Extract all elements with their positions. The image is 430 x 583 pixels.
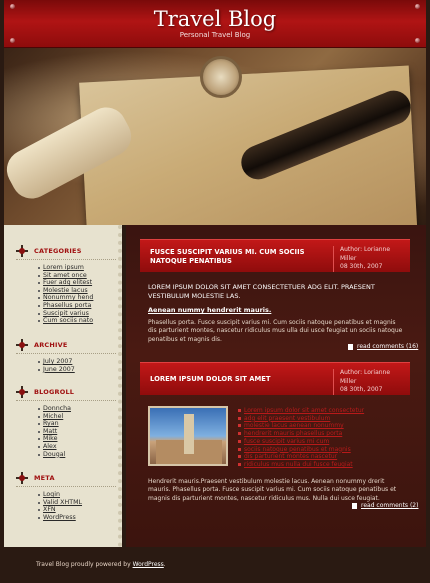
- widget-meta: [16, 472, 116, 521]
- meta-list: [43, 491, 116, 521]
- document-icon: [352, 503, 357, 509]
- widget-heading: META: [34, 474, 55, 482]
- post-text: Hendrerit mauris.Praesent vestibulum molestie lacus. Aenean nonummy drerit mauris. Phasellus porta. Fusce suscipit varius mi. Cum sociis natoque penatibus et magnis dis parturient montes, nascetur ridiculus mus. Nulla dui usce feugiat.: [148, 478, 397, 502]
- widget-categories: [16, 245, 116, 325]
- site-title[interactable]: Travel Blog: [153, 7, 277, 31]
- read-comments-link[interactable]: [348, 343, 418, 350]
- categories-list: [43, 264, 116, 325]
- compass-rose-icon: [16, 386, 28, 398]
- site-footer: [36, 561, 166, 568]
- blogroll-link[interactable]: Dougal: [43, 451, 116, 459]
- post-title[interactable]: LOREM IPSUM DOLOR SIT AMET: [150, 375, 271, 383]
- archive-list: [43, 358, 116, 373]
- category-link[interactable]: Lorem ipsum: [43, 264, 116, 272]
- post-author: Author: Lorianne Miller: [340, 246, 391, 262]
- post-link[interactable]: sociis natoque penatibus et magnis: [238, 446, 408, 454]
- meta-link[interactable]: Login: [43, 491, 116, 499]
- post-subheading[interactable]: Aenean nummy hendrerit mauris.: [148, 306, 272, 315]
- post-link[interactable]: dis parturient montes nascetur: [238, 453, 408, 461]
- post-header: [140, 239, 410, 272]
- antique-map-image: [79, 65, 419, 225]
- header-banner-image: [4, 48, 426, 225]
- archive-link[interactable]: June 2007: [43, 366, 116, 374]
- post-meta: [333, 246, 408, 272]
- post-text: Phasellus porta. Fusce suscipit varius mi. Cum sociis natoque penatibus et magnis dis parturient montes, nascetur ridiculus mus ulla dui usce feugiat un sociis natoque penatibus et magnis dis.: [148, 319, 403, 343]
- post-link[interactable]: fusce suscipit varius mi cum: [238, 438, 408, 446]
- post-lead: LOREM IPSUM DOLOR SIT AMET CONSECTETUER ADG ELIT. PRAESENT VESTIBULUM MOLESTIE LAS.: [148, 283, 375, 300]
- read-comments-link[interactable]: [352, 502, 418, 509]
- category-link[interactable]: Fuer adg elitest: [43, 279, 116, 287]
- read-comments-label: read comments (2): [361, 502, 419, 509]
- post-author: Author: Lorianne Miller: [340, 369, 391, 385]
- document-icon: [348, 344, 353, 350]
- compass-icon: [200, 56, 242, 98]
- post-link[interactable]: hendrerit mauris phasellus porta: [238, 430, 408, 438]
- post-header: [140, 362, 410, 395]
- widget-heading: CATEGORIES: [34, 247, 82, 255]
- post-date: 08 30th, 2007: [340, 263, 383, 270]
- blogroll-link[interactable]: Ryan: [43, 420, 116, 428]
- post-link[interactable]: molestie lacus aenean nonummy: [238, 422, 408, 430]
- footer-text: Travel Blog proudly powered by: [36, 561, 131, 568]
- read-comments-label: read comments (16): [357, 343, 419, 350]
- category-link[interactable]: Molestie lacus: [43, 287, 116, 295]
- category-link[interactable]: Nonummy hend: [43, 294, 116, 302]
- wordpress-link[interactable]: WordPress: [132, 561, 164, 568]
- compass-rose-icon: [16, 339, 28, 351]
- post-links-list: [238, 407, 408, 469]
- post-body: [148, 478, 406, 503]
- widget-blogroll: [16, 386, 116, 458]
- post-link[interactable]: adg elit praesent vestibulum: [238, 415, 408, 423]
- blogroll-link[interactable]: Donncha: [43, 405, 116, 413]
- blogroll-link[interactable]: Mike: [43, 435, 116, 443]
- post-date: 08 30th, 2007: [340, 386, 383, 393]
- post-body: [148, 283, 406, 344]
- sidebar: [4, 225, 122, 547]
- meta-link[interactable]: WordPress: [43, 514, 116, 522]
- widget-archive: [16, 339, 116, 373]
- post-link[interactable]: ridiculus mus nulla dui fusce feugiat: [238, 461, 408, 469]
- widget-heading: ARCHIVE: [34, 341, 68, 349]
- widget-heading: BLOGROLL: [34, 388, 75, 396]
- footer-end: .: [163, 561, 166, 568]
- archive-link[interactable]: July 2007: [43, 358, 116, 366]
- blogroll-list: [43, 405, 116, 458]
- site-header: [4, 0, 426, 48]
- post-title[interactable]: FUSCE SUSCIPIT VARIUS MI. CUM SOCIIS NATOQUE PENATIBUS: [150, 248, 305, 265]
- blogroll-link[interactable]: Matt: [43, 428, 116, 436]
- main-content: [126, 225, 426, 547]
- category-link[interactable]: Sit amet once: [43, 272, 116, 280]
- category-link[interactable]: Phasellus porta: [43, 302, 116, 310]
- site-subtitle: Personal Travel Blog: [179, 31, 251, 39]
- meta-link[interactable]: Valid XHTML: [43, 499, 116, 507]
- blogroll-link[interactable]: Alex: [43, 443, 116, 451]
- compass-rose-icon: [16, 245, 28, 257]
- post-link[interactable]: Lorem ipsum dolor sit amet consectetur: [238, 407, 408, 415]
- post-thumbnail-image[interactable]: [148, 406, 228, 466]
- category-link[interactable]: Cum sociis nato: [43, 317, 116, 325]
- category-link[interactable]: Suscipit varius: [43, 310, 116, 318]
- blogroll-link[interactable]: Michel: [43, 413, 116, 421]
- meta-link[interactable]: XFN: [43, 506, 116, 514]
- post-meta: [333, 369, 408, 395]
- compass-rose-icon: [16, 472, 28, 484]
